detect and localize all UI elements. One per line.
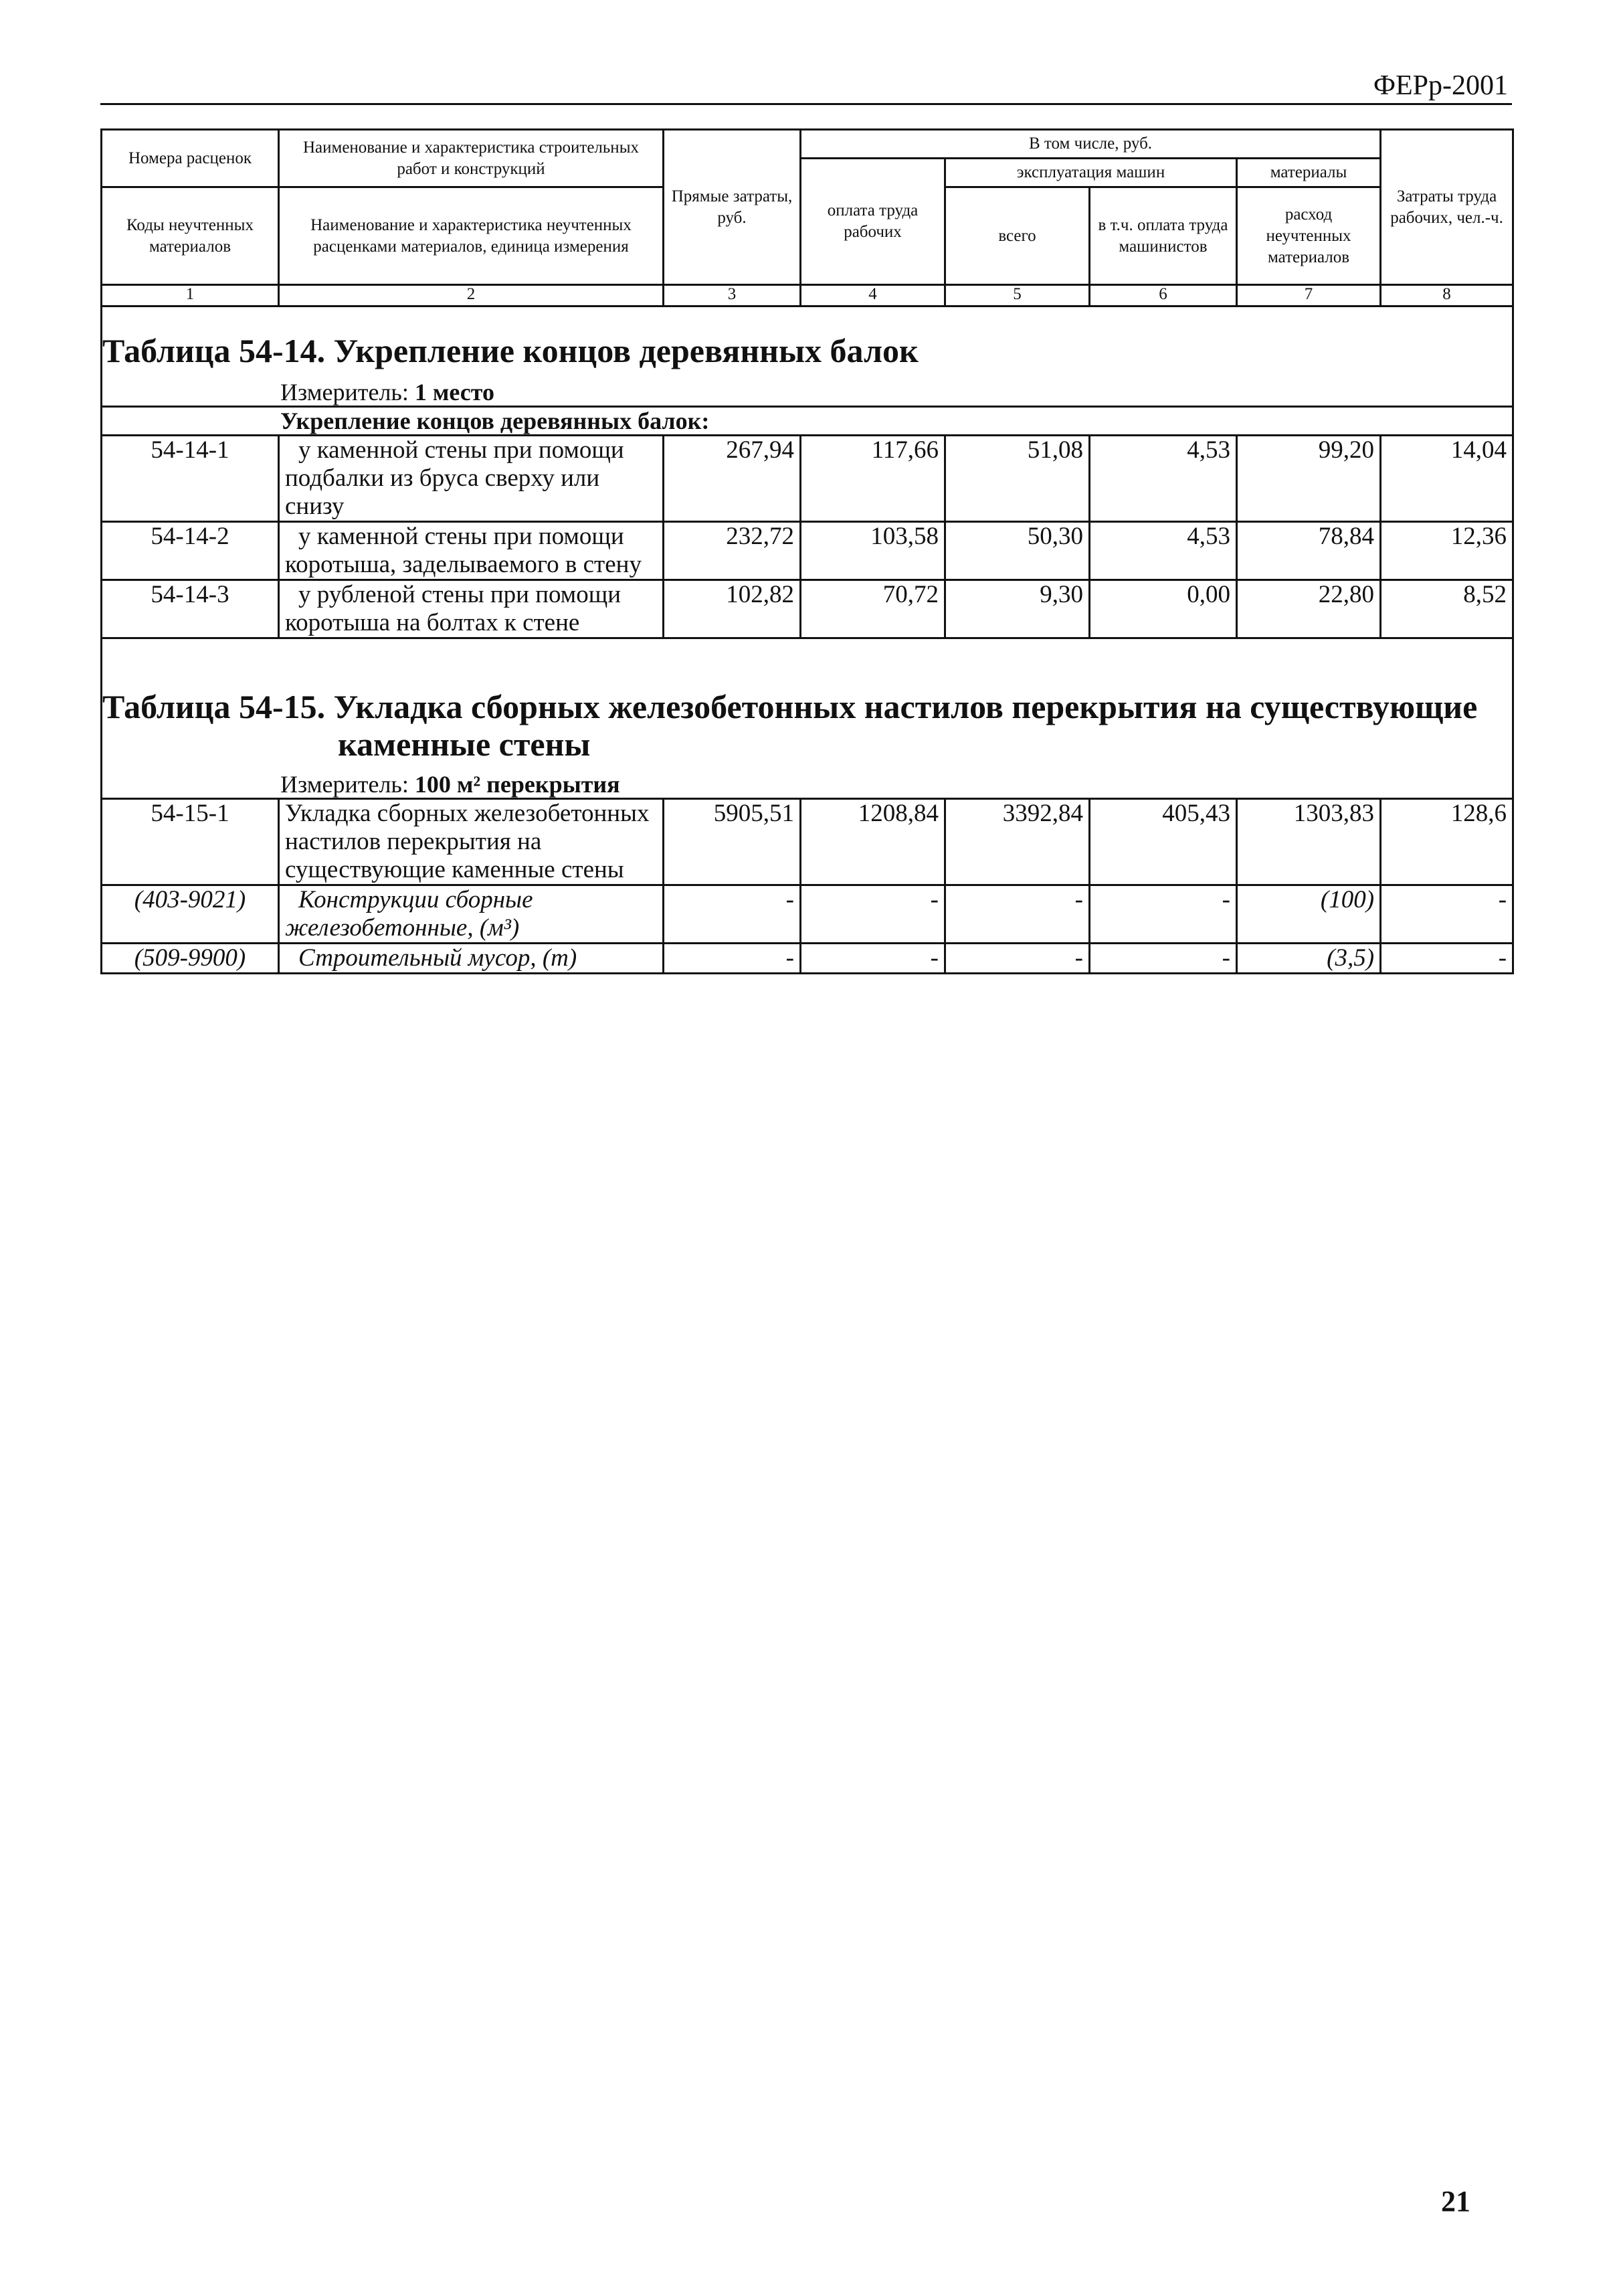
direct-costs-value: 5905,51 xyxy=(664,799,801,885)
materials-value: 22,80 xyxy=(1237,580,1381,638)
header-labor-pay: оплата труда рабочих xyxy=(801,159,945,285)
operator-pay-value: - xyxy=(1090,944,1237,974)
column-number: 8 xyxy=(1381,285,1513,306)
table-row xyxy=(102,580,1513,638)
operator-pay-value: 4,53 xyxy=(1090,436,1237,522)
header-labor-costs: Затраты труда рабочих, чел.-ч. xyxy=(1381,130,1513,285)
labor-pay-value: 1208,84 xyxy=(801,799,945,885)
labor-costs-value: 14,04 xyxy=(1381,436,1513,522)
labor-pay-value: - xyxy=(801,885,945,944)
meter-value: 100 м² перекрытия xyxy=(414,771,620,798)
header-including: В том числе, руб. xyxy=(801,130,1381,159)
column-number: 6 xyxy=(1090,285,1237,306)
header-total: всего xyxy=(945,187,1090,285)
table-54-15-meter xyxy=(102,771,1512,798)
rate-code: 54-14-1 xyxy=(102,436,279,522)
column-number: 7 xyxy=(1237,285,1381,306)
materials-value: 99,20 xyxy=(1237,436,1381,522)
machines-total-value: - xyxy=(945,885,1090,944)
meter-value: 1 место xyxy=(414,379,494,406)
materials-value: 1303,83 xyxy=(1237,799,1381,885)
materials-value: (3,5) xyxy=(1237,944,1381,974)
page-number: 21 xyxy=(1441,2185,1470,2218)
header-rate-numbers: Номера расценок xyxy=(102,130,279,187)
direct-costs-value: 232,72 xyxy=(664,522,801,580)
column-number: 5 xyxy=(945,285,1090,306)
material-row xyxy=(102,944,1513,974)
column-number: 1 xyxy=(102,285,279,306)
column-number: 3 xyxy=(664,285,801,306)
rate-code: 54-14-2 xyxy=(102,522,279,580)
labor-costs-value: 128,6 xyxy=(1381,799,1513,885)
operator-pay-value: 4,53 xyxy=(1090,522,1237,580)
table-54-15-title xyxy=(102,688,1512,771)
labor-costs-value: 8,52 xyxy=(1381,580,1513,638)
machines-total-value: - xyxy=(945,944,1090,974)
header-direct-costs: Прямые затраты, руб. xyxy=(664,130,801,285)
machines-total-value: 3392,84 xyxy=(945,799,1090,885)
rate-name: у рубленой стены при помощи коротыша на болтах к стене xyxy=(279,580,664,638)
header-unaccounted-name: Наименование и характеристика неучтенных расценками материалов, единица измерения xyxy=(279,187,664,285)
meter-label: Измеритель: xyxy=(280,771,409,798)
labor-pay-value: 117,66 xyxy=(801,436,945,522)
rate-name: Укладка сборных железобетонных настилов перекрытия на существующие каменные стены xyxy=(279,799,664,885)
header-unaccounted-codes: Коды неучтенных материалов xyxy=(102,187,279,285)
rates-table xyxy=(100,128,1514,974)
direct-costs-value: - xyxy=(664,885,801,944)
rate-name: у каменной стены при помощи подбалки из бруса сверху или снизу xyxy=(279,436,664,522)
labor-pay-value: - xyxy=(801,944,945,974)
table-54-14-title: Таблица 54-14. Укрепление концов деревянных балок xyxy=(102,332,919,369)
direct-costs-value: 102,82 xyxy=(664,580,801,638)
table-54-15-caption xyxy=(102,638,1513,799)
labor-costs-value: 12,36 xyxy=(1381,522,1513,580)
table-row xyxy=(102,799,1513,885)
material-name: Конструкции сборные железобетонные, (м³) xyxy=(279,885,664,944)
material-name: Строительный мусор, (т) xyxy=(279,944,664,974)
table-54-15-title-line1: Таблица 54-15. Укладка сборных железобетонных настилов перекрытия на существующие xyxy=(102,688,1478,725)
header-works-name: Наименование и характеристика строительных работ и конструкций xyxy=(279,130,664,187)
labor-pay-value: 103,58 xyxy=(801,522,945,580)
operator-pay-value: 0,00 xyxy=(1090,580,1237,638)
labor-pay-value: 70,72 xyxy=(801,580,945,638)
table-row xyxy=(102,522,1513,580)
table-54-15-title-line2: каменные стены xyxy=(338,725,591,763)
table-54-14-meter xyxy=(102,379,1512,406)
direct-costs-value: - xyxy=(664,944,801,974)
direct-costs-value: 267,94 xyxy=(664,436,801,522)
materials-value: (100) xyxy=(1237,885,1381,944)
labor-costs-value: - xyxy=(1381,885,1513,944)
rate-code: 54-14-3 xyxy=(102,580,279,638)
rate-name: у каменной стены при помощи коротыша, заделываемого в стену xyxy=(279,522,664,580)
operator-pay-value: 405,43 xyxy=(1090,799,1237,885)
column-number: 4 xyxy=(801,285,945,306)
header-machines: эксплуатация машин xyxy=(945,159,1237,187)
machines-total-value: 9,30 xyxy=(945,580,1090,638)
document-code: ФЕРр-2001 xyxy=(1373,70,1508,101)
page-header xyxy=(100,67,1512,105)
meter-label: Измеритель: xyxy=(280,379,409,406)
labor-costs-value: - xyxy=(1381,944,1513,974)
material-code: (403-9021) xyxy=(102,885,279,944)
table-54-14-caption xyxy=(102,306,1513,407)
material-row xyxy=(102,885,1513,944)
machines-total-value: 50,30 xyxy=(945,522,1090,580)
table-row xyxy=(102,436,1513,522)
machines-total-value: 51,08 xyxy=(945,436,1090,522)
material-code: (509-9900) xyxy=(102,944,279,974)
header-operator-pay: в т.ч. оплата труда машинистов xyxy=(1090,187,1237,285)
operator-pay-value: - xyxy=(1090,885,1237,944)
header-unaccounted-use: расход неучтенных материалов xyxy=(1237,187,1381,285)
column-number: 2 xyxy=(279,285,664,306)
materials-value: 78,84 xyxy=(1237,522,1381,580)
rate-code: 54-15-1 xyxy=(102,799,279,885)
table-54-14-group: Укрепление концов деревянных балок: xyxy=(102,407,1513,436)
header-materials: материалы xyxy=(1237,159,1381,187)
